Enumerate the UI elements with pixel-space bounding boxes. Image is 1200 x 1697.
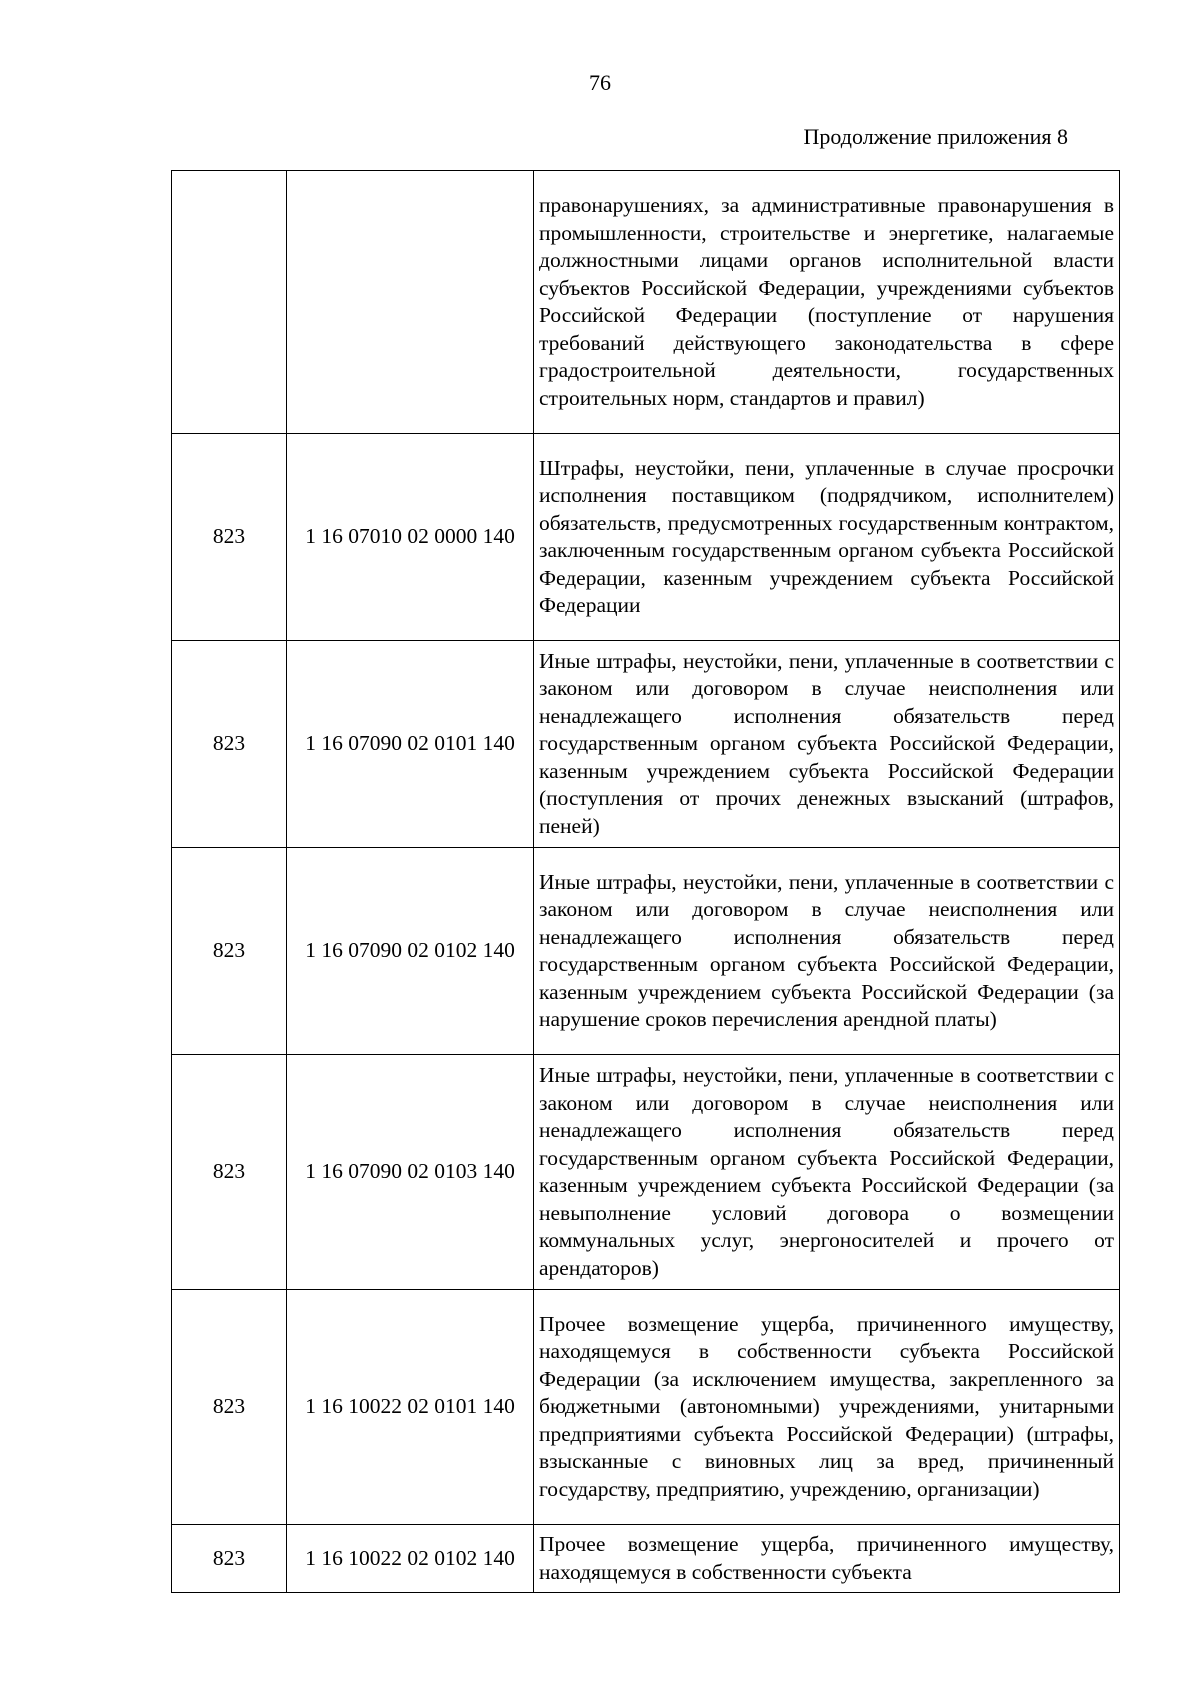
table-row [172,434,1120,641]
admin-code-cell: 823 [172,434,287,641]
income-code-cell: 1 16 10022 02 0101 140 [287,1290,534,1525]
description-cell: правонарушениях, за административные правонарушения в промышленности, строительстве и энергетике, налагаемые должностными лицами органов исполнительной власти субъектов Российской Федерации, учреждениями субъектов Российской Федерации (поступление от нарушения требований действующего законодательства в сфере градостроительной деятельности, государственных строительных норм, стандартов и правил) [534,171,1120,434]
income-code-cell: 1 16 07090 02 0101 140 [287,641,534,848]
income-code-cell: 1 16 07090 02 0103 140 [287,1055,534,1290]
table-row [172,641,1120,848]
page-number: 76 [589,70,611,95]
appendix-label: Продолжение приложения 8 [803,124,1068,149]
budget-income-table [171,170,1120,1593]
income-code-cell [287,171,534,434]
table-row [172,1525,1120,1593]
admin-code-cell: 823 [172,1525,287,1593]
admin-code-cell: 823 [172,641,287,848]
description-cell: Прочее возмещение ущерба, причиненного имуществу, находящемуся в собственности субъекта [534,1525,1120,1593]
income-code-cell: 1 16 07010 02 0000 140 [287,434,534,641]
description-cell: Иные штрафы, неустойки, пени, уплаченные в соответствии с законом или договором в случае неисполнения или ненадлежащего исполнения обязательств перед государственным органом субъекта Российской Федерации, казенным учреждением субъекта Российской Федерации (поступления от прочих денежных взысканий (штрафов, пеней) [534,641,1120,848]
admin-code-cell [172,171,287,434]
table-row [172,171,1120,434]
income-code-cell: 1 16 07090 02 0102 140 [287,848,534,1055]
description-cell: Прочее возмещение ущерба, причиненного имуществу, находящемуся в собственности субъекта Российской Федерации (за исключением имущества, закрепленного за бюджетными (автономными) учреждениями, унитарными предприятиями субъекта Российской Федерации) (штрафы, взысканные с виновных лиц за вред, причиненный государству, предприятию, учреждению, организации) [534,1290,1120,1525]
income-code-cell: 1 16 10022 02 0102 140 [287,1525,534,1593]
table-row [172,1055,1120,1290]
table-row [172,848,1120,1055]
description-cell: Штрафы, неустойки, пени, уплаченные в случае просрочки исполнения поставщиком (подрядчиком, исполнителем) обязательств, предусмотренных государственным контрактом, заключенным государственным органом субъекта Российской Федерации, казенным учреждением субъекта Российской Федерации [534,434,1120,641]
description-cell: Иные штрафы, неустойки, пени, уплаченные в соответствии с законом или договором в случае неисполнения или ненадлежащего исполнения обязательств перед государственным органом субъекта Российской Федерации, казенным учреждением субъекта Российской Федерации (за нарушение сроков перечисления арендной платы) [534,848,1120,1055]
admin-code-cell: 823 [172,848,287,1055]
admin-code-cell: 823 [172,1055,287,1290]
description-cell: Иные штрафы, неустойки, пени, уплаченные в соответствии с законом или договором в случае неисполнения или ненадлежащего исполнения обязательств перед государственным органом субъекта Российской Федерации, казенным учреждением субъекта Российской Федерации (за невыполнение условий договора о возмещении коммунальных услуг, энергоносителей и прочего от арендаторов) [534,1055,1120,1290]
table-row [172,1290,1120,1525]
admin-code-cell: 823 [172,1290,287,1525]
